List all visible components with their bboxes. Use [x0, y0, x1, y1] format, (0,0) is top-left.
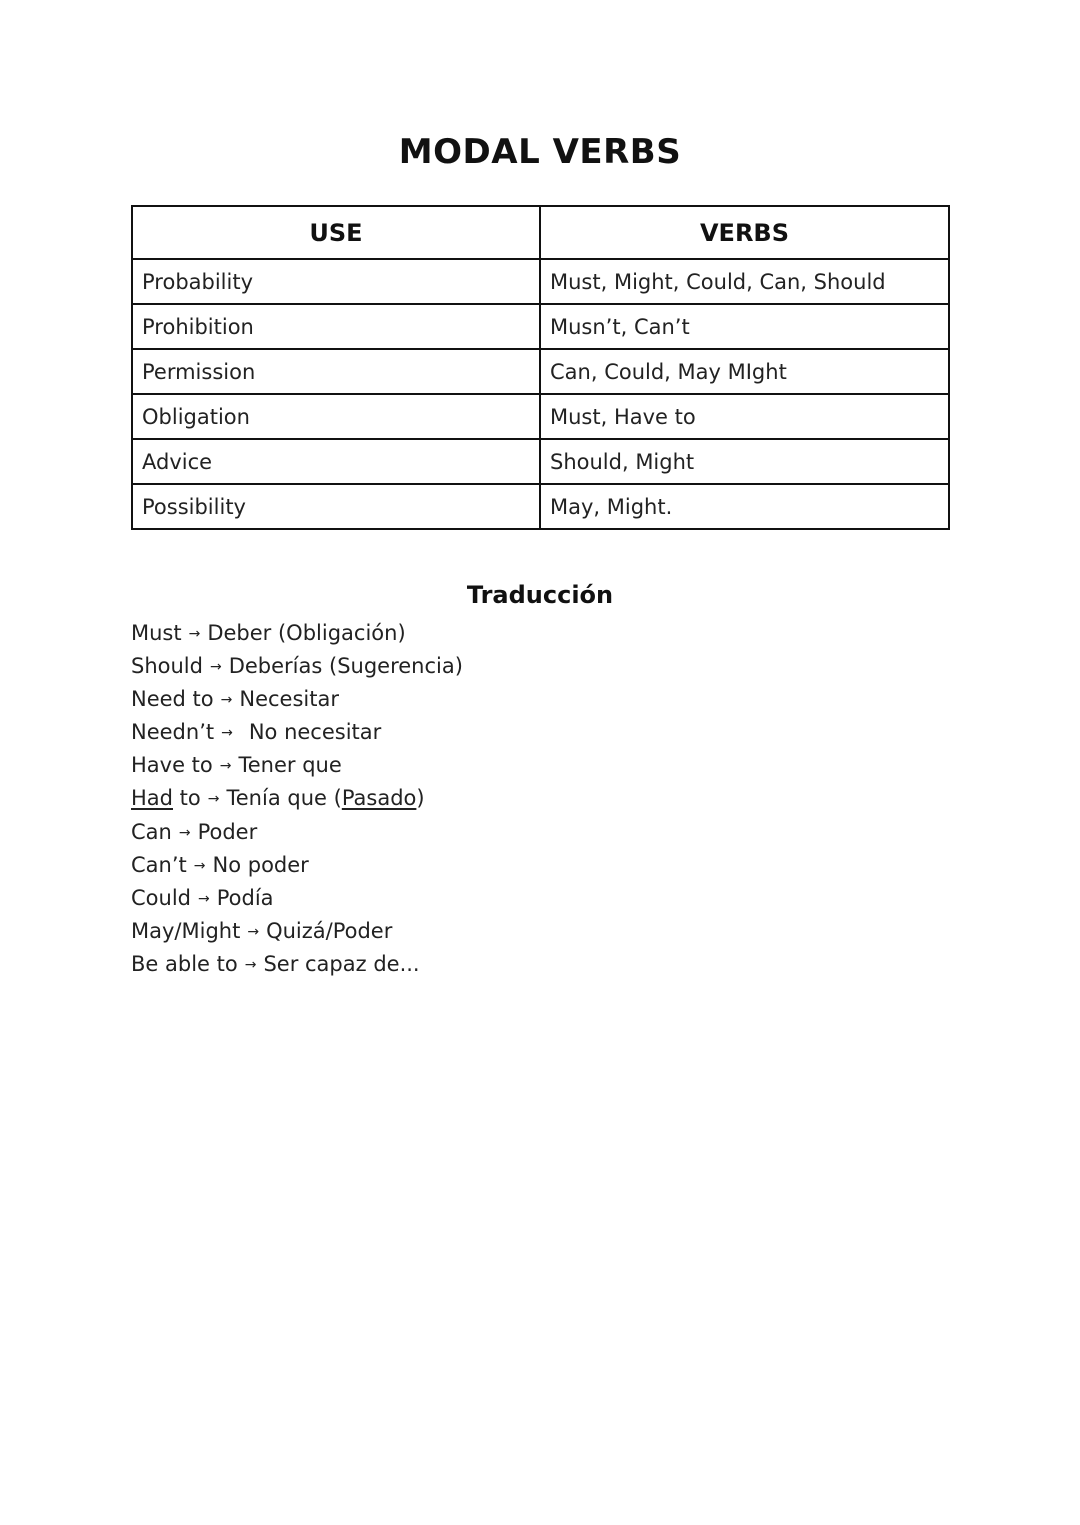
meaning: Deber (Obligación): [207, 621, 406, 645]
use-cell: Possibility: [132, 484, 540, 529]
translation-title: Traducción: [466, 581, 614, 609]
table-row: [132, 304, 949, 349]
list-item: [131, 650, 463, 683]
arrow-icon: →: [244, 956, 257, 973]
arrow-icon: →: [178, 824, 191, 841]
meaning: Tener que: [238, 753, 342, 778]
table-header-row: [132, 206, 949, 259]
meaning-close-paren: ): [416, 786, 425, 811]
term: Be able to: [131, 951, 238, 976]
header-verbs: VERBS: [540, 206, 949, 259]
meaning: Necesitar: [239, 687, 339, 712]
header-use: USE: [132, 206, 540, 259]
arrow-icon: →: [198, 890, 210, 907]
modal-verbs-table: [131, 205, 950, 530]
meaning-underlined: Pasado: [341, 786, 417, 811]
list-item: [131, 915, 463, 948]
meaning: No necesitar: [248, 720, 382, 745]
table-row: [132, 349, 949, 394]
meaning: Deberías (Sugerencia): [228, 654, 463, 679]
table-row: [132, 484, 949, 529]
term: Can: [131, 819, 172, 844]
term: Can’t: [131, 852, 187, 877]
list-item: [131, 782, 463, 815]
list-item: [131, 882, 463, 915]
meaning: Podía: [216, 885, 274, 910]
meaning: Poder: [197, 819, 258, 844]
term: May/Might: [131, 918, 241, 943]
arrow-icon: →: [207, 791, 220, 808]
use-cell: Permission: [132, 349, 540, 394]
meaning: Quizá/Poder: [266, 918, 393, 943]
list-item: [131, 683, 463, 716]
term: Must: [131, 621, 182, 645]
meaning: Tenía que: [226, 786, 334, 811]
term: Could: [131, 885, 191, 910]
term: Need to: [131, 687, 214, 712]
verbs-cell: Musn’t, Can’t: [540, 304, 949, 349]
table-row: [132, 394, 949, 439]
table-row: [132, 439, 949, 484]
list-item: [131, 716, 463, 749]
meaning-open-paren: (: [333, 786, 342, 811]
use-cell: Obligation: [132, 394, 540, 439]
list-item: [131, 617, 463, 650]
arrow-icon: →: [221, 725, 233, 742]
use-cell: Prohibition: [132, 304, 540, 349]
term: Have to: [131, 753, 213, 778]
use-cell: Advice: [132, 439, 540, 484]
verbs-cell: Should, Might: [540, 439, 949, 484]
arrow-icon: →: [219, 758, 232, 775]
translation-list: [131, 617, 463, 981]
term-rest: to: [173, 786, 201, 811]
term: Needn’t: [131, 720, 215, 745]
verbs-cell: Can, Could, May MIght: [540, 349, 949, 394]
arrow-icon: →: [193, 857, 206, 874]
term-underlined: Had: [131, 786, 173, 811]
verbs-cell: Must, Have to: [540, 394, 949, 439]
arrow-icon: →: [209, 659, 222, 676]
arrow-icon: →: [247, 923, 260, 940]
verbs-cell: May, Might.: [540, 484, 949, 529]
list-item: [131, 948, 463, 981]
arrow-icon: →: [188, 626, 201, 642]
table-row: [132, 259, 949, 304]
list-item: [131, 749, 463, 782]
list-item: [131, 849, 463, 882]
page-title: MODAL VERBS: [398, 132, 682, 172]
use-cell: Probability: [132, 259, 540, 304]
list-item: [131, 816, 463, 849]
meaning: No poder: [212, 852, 309, 877]
verbs-cell: Must, Might, Could, Can, Should: [540, 259, 949, 304]
arrow-icon: →: [220, 692, 233, 709]
term: Should: [131, 654, 203, 679]
meaning: Ser capaz de...: [263, 951, 420, 976]
